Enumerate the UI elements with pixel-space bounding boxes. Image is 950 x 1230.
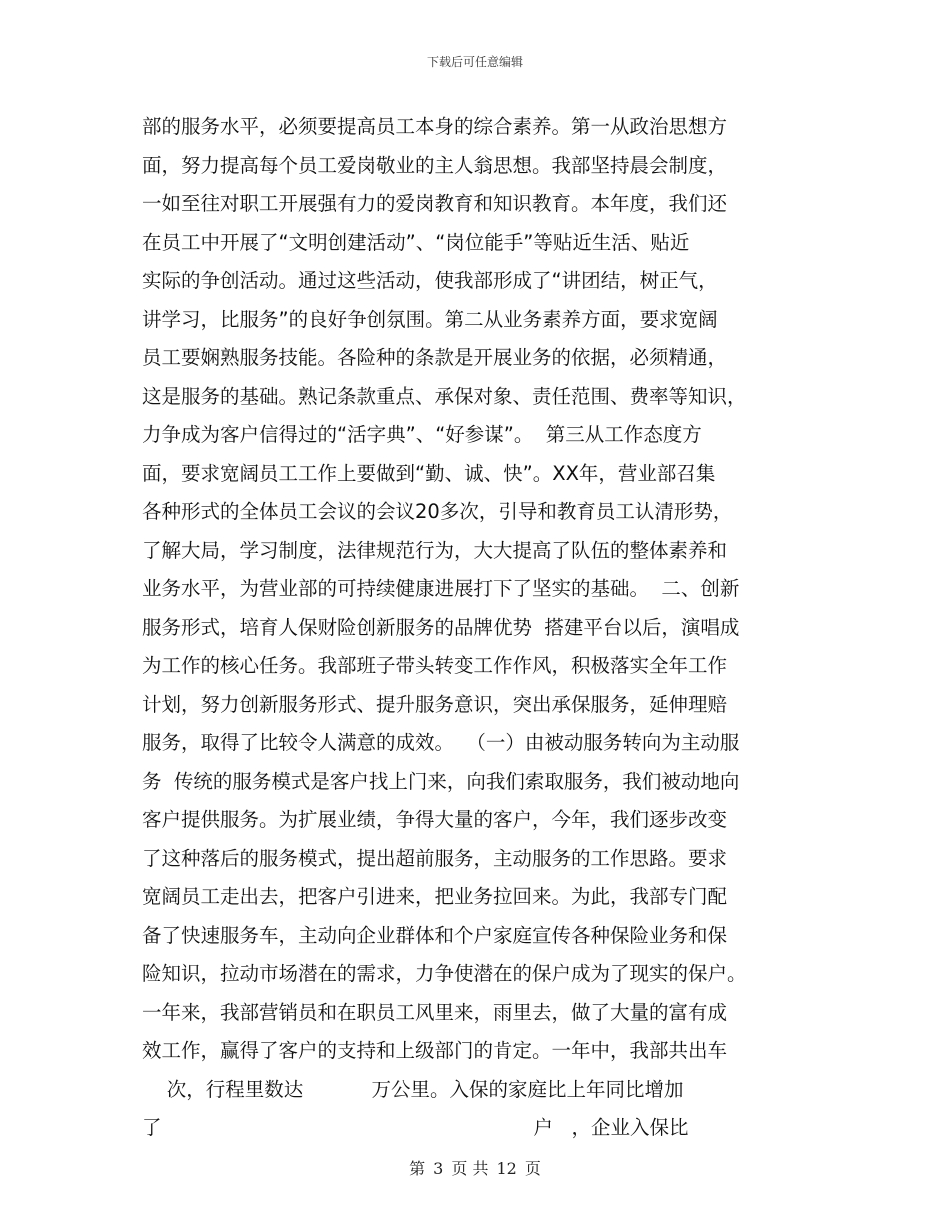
text-line [142, 416, 822, 455]
text-line-content: 为工作的核心任务。我部班子带头转变工作作风，积极落实全年工作 [142, 654, 728, 677]
text-line-content: 险知识，拉动市场潜在的需求，力争使潜在的保户成为了现实的保户。 [142, 962, 747, 985]
text-line [142, 1071, 822, 1110]
text-line [142, 147, 822, 186]
text-line [142, 763, 822, 802]
footer-current-page: 3 [433, 1159, 444, 1178]
text-line [142, 994, 822, 1033]
text-line-content: 服务，取得了比较令人满意的成效。 （一）由被动服务转向为主动服 [142, 731, 740, 754]
text-line [142, 185, 822, 224]
text-line [142, 108, 822, 147]
text-line [142, 724, 822, 763]
text-line-content: 备了快速服务车，主动向企业群体和个户家庭宣传各种保险业务和保 [142, 923, 728, 947]
text-line-content: 业务水平，为营业部的可持续健康进展打下了坚实的基础。 二、创新 [142, 577, 740, 600]
text-line-content: 效工作，赢得了客户的支持和上级部门的肯定。一年中，我部共出车 [142, 1039, 728, 1062]
footer-suffix: 页 [524, 1159, 541, 1178]
body-text [142, 108, 822, 1148]
text-line-content: 客户提供服务。为扩展业绩，争得大量的客户，今年，我们逐步改变 [142, 808, 728, 831]
text-line [142, 955, 822, 994]
text-line-content: 各种形式的全体员工会议的会议20多次，引导和教育员工认清形势， [142, 500, 733, 523]
text-line [142, 301, 822, 340]
text-line [142, 570, 822, 609]
text-line [142, 801, 822, 840]
text-line-content: 计划，努力创新服务形式、提升服务意识，突出承保服务，延伸理赔 [142, 692, 728, 716]
text-line-content: 了 户 ，企业入保比 [142, 1116, 689, 1139]
text-line-content: 力争成为客户信得过的“活字典”、“好参谋”。 第三从工作态度方 [142, 423, 702, 446]
text-line-content: 服务形式，培育人保财险创新服务的品牌优势 搭建平台以后，演唱成 [142, 615, 740, 639]
text-line [142, 455, 822, 494]
text-line-content: 次，行程里数达 万公里。入保的家庭比上年同比增加 [142, 1077, 684, 1101]
text-line [142, 686, 822, 725]
text-line [142, 878, 822, 917]
text-line [142, 917, 822, 956]
text-line-content: 宽阔员工走出去，把客户引进来，把业务拉回来。为此，我部专门配 [142, 885, 728, 908]
text-line-content: 部的服务水平，必须要提高员工本身的综合素养。第一从政治思想方 [142, 115, 728, 138]
text-line [142, 532, 822, 571]
text-line-content: 实际的争创活动。通过这些活动，使我部形成了“讲团结，树正气， [142, 269, 718, 292]
text-line-content: 讲学习，比服务”的良好争创氛围。第二从业务素养方面，要求宽阔 [142, 307, 718, 331]
footer-prefix: 第 [409, 1159, 426, 1178]
footer-middle: 页 共 [451, 1159, 489, 1178]
page-header: 下载后可任意编辑 [426, 55, 523, 69]
text-line [142, 262, 822, 301]
text-line-content: 这是服务的基础。熟记条款重点、承保对象、责任范围、费率等知识， [142, 384, 747, 408]
text-line-content: 员工要娴熟服务技能。各险种的条款是开展业务的依据，必须精通， [142, 346, 728, 369]
text-line [142, 1109, 822, 1148]
text-line [142, 339, 822, 378]
text-line [142, 1032, 822, 1071]
text-line-content: 面，努力提高每个员工爱岗敬业的主人翁思想。我部坚持晨会制度， [142, 153, 728, 177]
text-line [142, 378, 822, 417]
text-line-content: 一年来，我部营销员和在职员工风里来，雨里去，做了大量的富有成 [142, 1000, 728, 1024]
text-line-content: 了解大局，学习制度，法律规范行为，大大提高了队伍的整体素养和 [142, 538, 728, 562]
text-line [142, 224, 822, 263]
text-line [142, 840, 822, 879]
page-footer [0, 1156, 950, 1179]
text-line-content: 了这种落后的服务模式，提出超前服务，主动服务的工作思路。要求 [142, 846, 728, 870]
footer-total-pages: 12 [496, 1159, 517, 1178]
text-line-content: 一如至往对职工开展强有力的爱岗教育和知识教育。本年度，我们还 [142, 192, 728, 215]
text-line [142, 647, 822, 686]
text-line-content: 面，要求宽阔员工工作上要做到“勤、诚、快”。XX年，营业部召集 [142, 461, 716, 485]
text-line [142, 609, 822, 648]
text-line-content: 务 传统的服务模式是客户找上门来，向我们索取服务，我们被动地向 [142, 769, 740, 793]
text-line [142, 493, 822, 532]
text-line-content: 在员工中开展了“文明创建活动”、“岗位能手”等贴近生活、贴近 [142, 230, 690, 254]
